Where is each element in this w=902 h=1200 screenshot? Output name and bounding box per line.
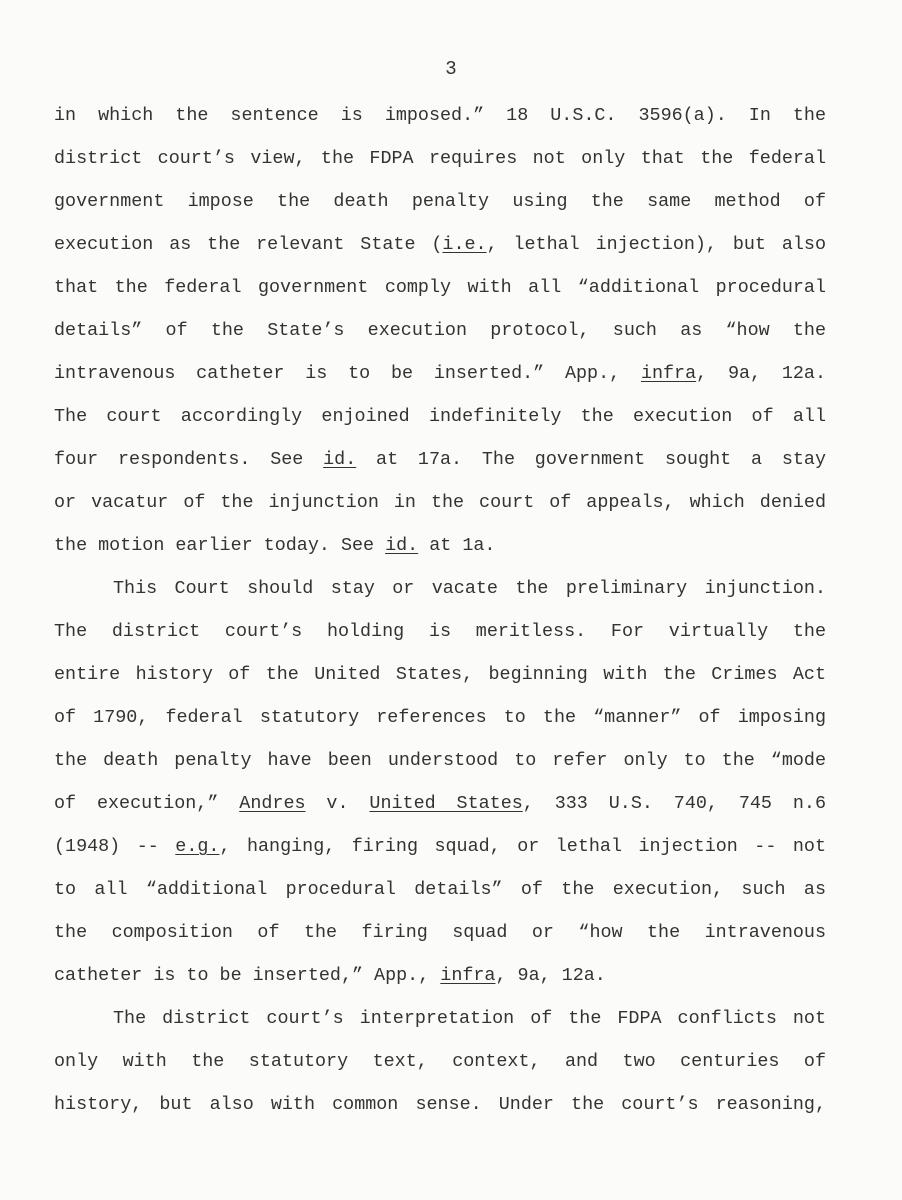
- text-line: district court’s view, the FDPA requires not only that the federal: [54, 148, 826, 169]
- text-segment: at 1a.: [418, 535, 496, 556]
- text-segment: , 9a, 12a.: [696, 363, 826, 384]
- text-line: The court accordingly enjoined indefinitely the execution of all: [54, 406, 826, 427]
- text-line: that the federal government comply with all “additional procedural: [54, 277, 826, 298]
- text-line: of 1790, federal statutory references to the “manner” of imposing: [54, 707, 826, 728]
- text-line: [54, 230, 826, 260]
- underlined-citation: United States: [369, 793, 523, 814]
- text-segment: of execution,”: [54, 793, 240, 814]
- text-segment: four respondents. See: [54, 449, 324, 470]
- text-line: in which the sentence is imposed.” 18 U.S.C. 3596(a). In the: [54, 105, 826, 126]
- text-segment: , 333 U.S. 740, 745 n.6: [522, 793, 826, 814]
- text-segment: v.: [305, 793, 370, 814]
- text-segment: , hanging, firing squad, or lethal injection -- not: [219, 836, 826, 857]
- underlined-citation: Andres: [239, 793, 306, 814]
- text-segment: , 9a, 12a.: [495, 965, 606, 986]
- text-line: to all “additional procedural details” of the execution, such as: [54, 879, 826, 900]
- text-segment: execution as the relevant State (: [54, 234, 443, 255]
- text-line: [54, 832, 826, 862]
- text-line: The district court’s interpretation of the FDPA conflicts not: [113, 1008, 826, 1029]
- text-segment: at 17a. The government sought a stay: [356, 449, 826, 470]
- page-number: 3: [445, 58, 457, 80]
- text-line: only with the statutory text, context, and two centuries of: [54, 1051, 826, 1072]
- text-line: [54, 961, 826, 991]
- underlined-citation: infra: [640, 363, 697, 384]
- text-line: entire history of the United States, beginning with the Crimes Act: [54, 664, 826, 685]
- underlined-citation: i.e.: [442, 234, 487, 255]
- text-line: This Court should stay or vacate the preliminary injunction.: [113, 578, 826, 599]
- underlined-citation: e.g.: [175, 836, 220, 857]
- text-segment: catheter is to be inserted,” App.,: [54, 965, 441, 986]
- text-segment: the motion earlier today. See: [54, 535, 386, 556]
- text-line: the death penalty have been understood to refer only to the “mode: [54, 750, 826, 771]
- underlined-citation: id.: [323, 449, 357, 470]
- text-segment: , lethal injection), but also: [486, 234, 826, 255]
- text-line: or vacatur of the injunction in the court of appeals, which denied: [54, 492, 826, 513]
- text-line: the composition of the firing squad or “how the intravenous: [54, 922, 826, 943]
- text-segment: intravenous catheter is to be inserted.” App.,: [54, 363, 641, 384]
- text-line: government impose the death penalty using the same method of: [54, 191, 826, 212]
- text-line: [54, 445, 826, 475]
- text-segment: (1948) --: [54, 836, 176, 857]
- text-line: [54, 531, 826, 561]
- text-line: The district court’s holding is meritless. For virtually the: [54, 621, 826, 642]
- underlined-citation: infra: [440, 965, 496, 986]
- text-line: [54, 359, 826, 389]
- text-line: [54, 789, 826, 819]
- text-line: details” of the State’s execution protocol, such as “how the: [54, 320, 826, 341]
- text-line: history, but also with common sense. Under the court’s reasoning,: [54, 1094, 826, 1115]
- underlined-citation: id.: [385, 535, 419, 556]
